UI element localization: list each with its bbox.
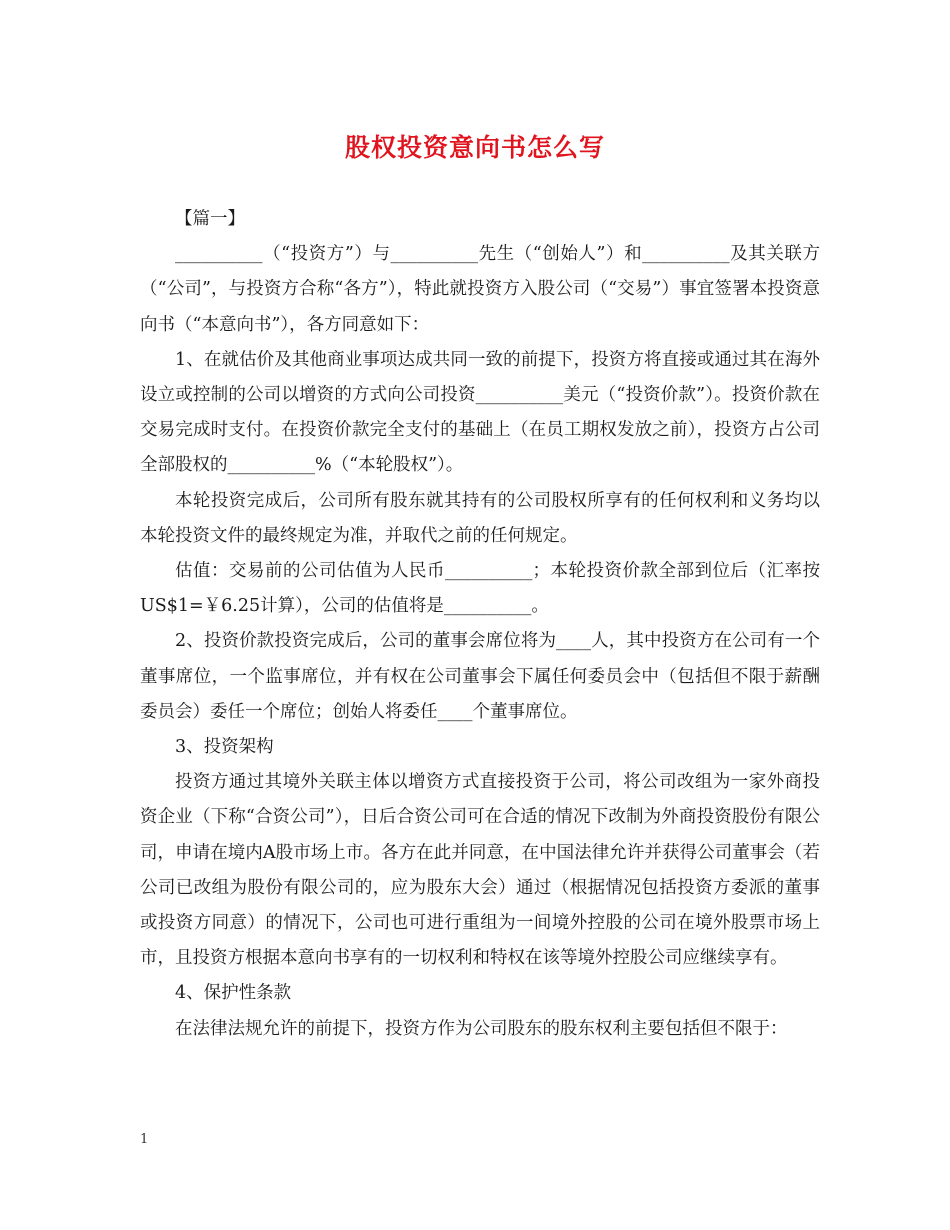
document-body xyxy=(140,202,820,1047)
paragraph-preamble: __________（“投资方”）与__________先生（“创始人”）和__________及其关联方（“公司”，与投资方合称“各方”），特此就投资方入股公司（“交易”）事宜签署本投资意向书（“本意向书”），各方同意如下： xyxy=(140,244,820,335)
paragraph-investment-structure: 投资方通过其境外关联主体以增资方式直接投资于公司，将公司改组为一家外商投资企业（下称“合资公司”），日后合资公司可在合适的情况下改制为外商投资股份有限公司，申请在境内A股市场上市。各方在此并同意，在中国法律允许并获得公司董事会（若公司已改组为股份有限公司的，应为股东大会）通过（根据情况包括投资方委派的董事或投资方同意）的情况下，公司也可进行重组为一间境外控股的公司在境外股票市场上市，且投资方根据本意向书享有的一切权利和特权在该等境外控股公司应继续享有。 xyxy=(140,772,820,969)
paragraph-post-investment: 本轮投资完成后，公司所有股东就其持有的公司股权所享有的任何权利和义务均以本轮投资文件的最终规定为准，并取代之前的任何规定。 xyxy=(140,490,820,546)
paragraph-valuation: 估值：交易前的公司估值为人民币__________；本轮投资价款全部到位后（汇率按US$1=￥6.25计算），公司的估值将是__________。 xyxy=(140,561,820,617)
paragraph-clause-1: 1、在就估价及其他商业事项达成共同一致的前提下，投资方将直接或通过其在海外设立或控制的公司以增资的方式向公司投资__________美元（“投资价款”）。投资价款在交易完成时支付。在投资价款完全支付的基础上（在员工期权发放之前），投资方占公司全部股权的__________%（“本轮股权”）。 xyxy=(140,349,820,476)
page-number: 1 xyxy=(140,1132,149,1147)
paragraph-clause-2: 2、投资价款投资完成后，公司的董事会席位将为____人，其中投资方在公司有一个董事席位，一个监事席位，并有权在公司董事会下属任何委员会中（包括但不限于薪酬委员会）委任一个席位；创始人将委任____个董事席位。 xyxy=(140,631,820,722)
paragraph-protective-terms: 在法律法规允许的前提下，投资方作为公司股东的股东权利主要包括但不限于： xyxy=(175,1018,788,1039)
document-title: 股权投资意向书怎么写 xyxy=(344,133,605,162)
paragraph-clause-3-heading: 3、投资架构 xyxy=(175,737,274,758)
paragraph-clause-4-heading: 4、保护性条款 xyxy=(175,983,292,1004)
paragraph-section-heading: 【篇一】 xyxy=(175,209,245,229)
